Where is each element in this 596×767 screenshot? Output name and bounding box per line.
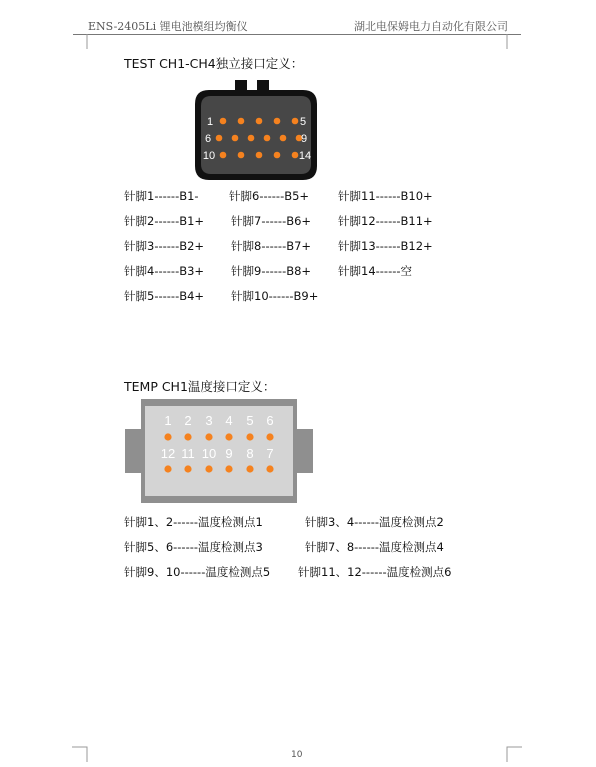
test-row3-left-number: 10 [202, 150, 216, 162]
temp-connector-top-number: 3 [205, 413, 213, 428]
test-row2-left-number: 6 [204, 133, 212, 145]
temp-section-title: TEMP CH1温度接口定义： [124, 379, 276, 394]
temp-connector-pin [205, 465, 212, 472]
test-connector-pin [274, 118, 281, 125]
test-connector-face [201, 96, 311, 174]
test-connector-pin [216, 135, 223, 142]
test-pin-line: 针脚2------B1+ [124, 214, 205, 228]
temp-pin-line: 针脚1、2------温度检测点1 [124, 515, 263, 529]
temp-connector-pin [225, 433, 232, 440]
test-pin-line: 针脚11------B10+ [338, 189, 433, 203]
test-pin-line: 针脚13------B12+ [338, 239, 433, 253]
test-pin-line: 针脚9------B8+ [231, 264, 312, 278]
test-connector-pin [292, 118, 299, 125]
temp-pin-line: 针脚3、4------温度检测点2 [305, 515, 444, 529]
temp-connector-pin [164, 433, 171, 440]
corner-mark-bottom-left [72, 746, 88, 762]
temp-connector-diagram [123, 399, 315, 505]
test-pin-line: 针脚1------B1- [124, 189, 199, 203]
temp-connector-pin [164, 465, 171, 472]
test-pin-line: 针脚10------B9+ [231, 289, 319, 303]
temp-connector-pin [225, 465, 232, 472]
test-connector-pin [264, 135, 271, 142]
header-right-company: 湖北电保姆电力自动化有限公司 [354, 20, 508, 33]
temp-connector-pin [184, 465, 191, 472]
header-rule [73, 34, 521, 35]
temp-connector-pin [184, 433, 191, 440]
temp-connector-bottom-number: 11 [181, 446, 195, 461]
corner-mark-top-left [72, 34, 88, 50]
temp-pin-line: 针脚11、12------温度检测点6 [298, 565, 452, 579]
temp-connector-pin [266, 465, 273, 472]
test-connector-pin [220, 118, 227, 125]
temp-connector-top-number: 2 [184, 413, 192, 428]
temp-pin-line: 针脚7、8------温度检测点4 [305, 540, 444, 554]
temp-connector-pin [246, 433, 253, 440]
temp-connector-pin [205, 433, 212, 440]
test-connector-pin [292, 152, 299, 159]
temp-connector-bottom-number: 9 [225, 446, 233, 461]
corner-mark-top-right [506, 34, 522, 50]
temp-connector-pin [266, 433, 273, 440]
test-row3-right-number: 14 [298, 150, 312, 162]
test-pin-line: 针脚6------B5+ [229, 189, 310, 203]
test-connector-pin [256, 152, 263, 159]
temp-connector-pin [246, 465, 253, 472]
temp-connector-top-number: 1 [164, 413, 172, 428]
test-pin-line: 针脚4------B3+ [124, 264, 205, 278]
temp-connector-top-number: 6 [266, 413, 274, 428]
temp-connector-bottom-number: 8 [246, 446, 254, 461]
temp-pin-line: 针脚5、6------温度检测点3 [124, 540, 263, 554]
test-pin-line: 针脚5------B4+ [124, 289, 205, 303]
test-row2-right-number: 9 [300, 133, 308, 145]
test-pin-line: 针脚3------B2+ [124, 239, 205, 253]
test-connector-pin [238, 152, 245, 159]
test-pin-line: 针脚7------B6+ [231, 214, 312, 228]
test-connector-pin [220, 152, 227, 159]
test-row1-right-number: 5 [299, 116, 307, 128]
corner-mark-bottom-right [506, 746, 522, 762]
temp-connector-bottom-number: 7 [266, 446, 274, 461]
test-connector-pin [280, 135, 287, 142]
test-connector-pin [248, 135, 255, 142]
test-connector-pin [238, 118, 245, 125]
temp-connector-bottom-number: 10 [201, 446, 217, 461]
temp-connector-bottom-number: 12 [160, 446, 176, 461]
test-pin-line: 针脚14------空 [338, 264, 413, 278]
test-row1-left-number: 1 [206, 116, 214, 128]
test-pin-line: 针脚8------B7+ [231, 239, 312, 253]
test-section-title: TEST CH1-CH4独立接口定义： [124, 56, 304, 71]
test-pin-line: 针脚12------B11+ [338, 214, 433, 228]
test-connector-diagram [195, 80, 320, 182]
temp-connector-top-number: 4 [225, 413, 233, 428]
header-left-title: ENS-2405Li 锂电池模组均衡仪 [88, 20, 248, 33]
test-connector-pin [232, 135, 239, 142]
temp-connector-top-number: 5 [246, 413, 254, 428]
test-connector-pin [256, 118, 263, 125]
temp-pin-line: 针脚9、10------温度检测点5 [124, 565, 271, 579]
test-connector-pin [274, 152, 281, 159]
page-number: 10 [291, 750, 303, 760]
